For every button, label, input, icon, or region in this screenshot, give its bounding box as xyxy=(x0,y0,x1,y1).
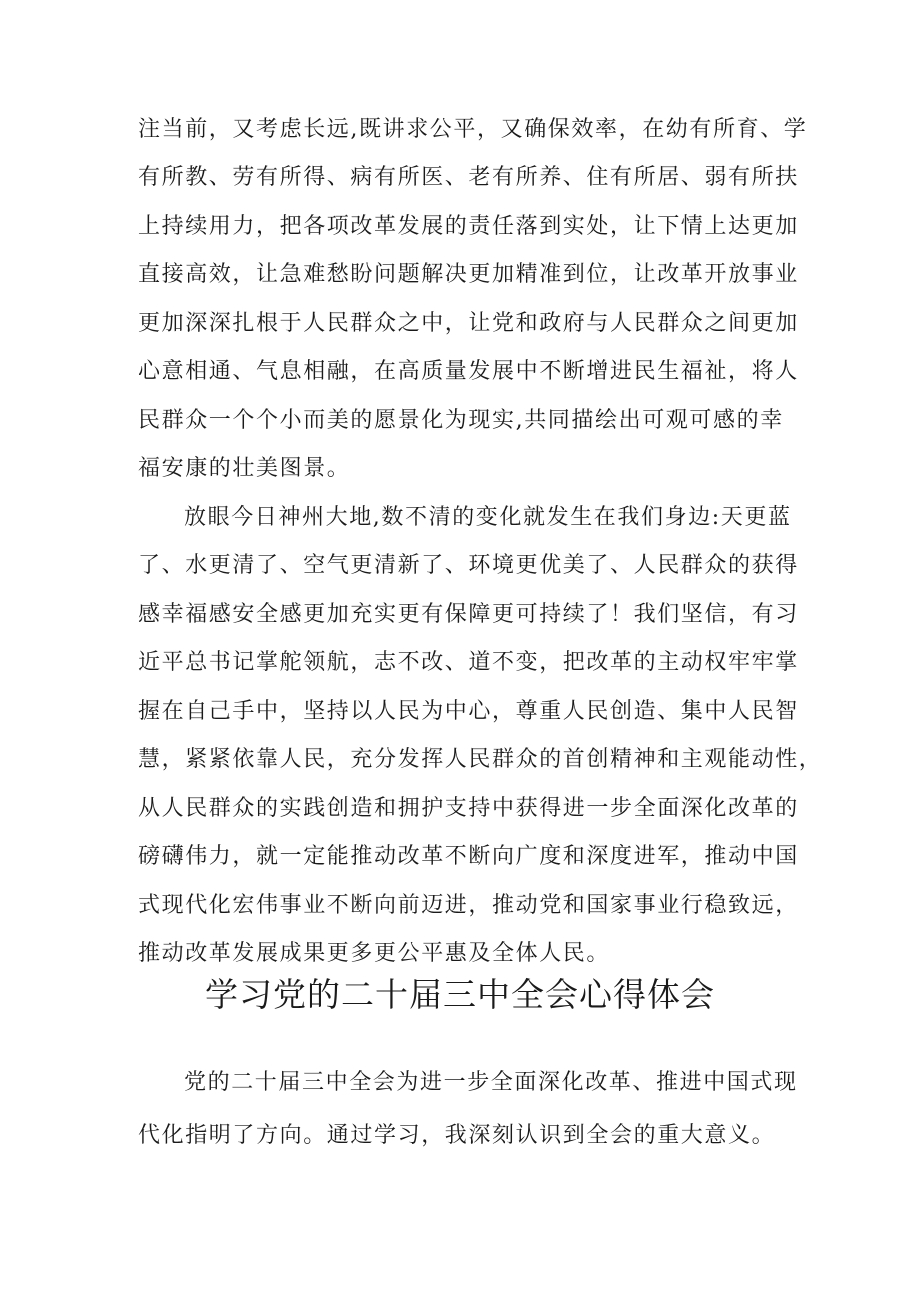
text-line: 了、水更清了、空气更清新了、环境更优美了、人民群众的获得 xyxy=(138,553,799,578)
text-line: 党的二十届三中全会为进一步全面深化改革、推进中国式现 xyxy=(184,1070,798,1095)
text-line: 上持续用力，把各项改革发展的责任落到实处，让下情上达更加 xyxy=(138,214,799,239)
text-line: 代化指明了方向。通过学习，我深刻认识到全会的重大意义。 xyxy=(138,1123,776,1148)
text-line: 放眼今日神州大地,数不清的变化就发生在我们身边:天更蓝 xyxy=(184,505,792,530)
text-line: 磅礴伟力，就一定能推动改革不断向广度和深度进军，推动中国 xyxy=(138,844,799,869)
text-line: 式现代化宏伟事业不断向前迈进，推动党和国家事业行稳致远， xyxy=(138,893,799,918)
text-line: 福安康的壮美图景。 xyxy=(138,456,351,481)
text-line: 从人民群众的实践创造和拥护支持中获得进一步全面深化改革的 xyxy=(138,796,799,821)
text-line: 推动改革发展成果更多更公平惠及全体人民。 xyxy=(138,941,611,966)
text-line: 民群众一个个小而美的愿景化为现实,共同描绘出可观可感的幸 xyxy=(138,408,784,433)
page-title: 学习党的二十届三中全会心得体会 xyxy=(205,975,715,1014)
text-line: 更加深深扎根于人民群众之中，让党和政府与人民群众之间更加 xyxy=(138,311,799,336)
text-line: 握在自己手中，坚持以人民为中心，尊重人民创造、集中人民智 xyxy=(138,699,799,724)
text-line: 慧，紧紧依靠人民，充分发挥人民群众的首创精神和主观能动性， xyxy=(138,747,823,772)
text-line: 心意相通、气息相融，在高质量发展中不断增进民生福祉，将人 xyxy=(138,359,799,384)
text-line: 感幸福感安全感更加充实更有保障更可持续了！我们坚信，有习 xyxy=(138,602,799,627)
text-line: 近平总书记掌舵领航，志不改、道不变，把改革的主动权牢牢掌 xyxy=(138,650,799,675)
text-line: 有所教、劳有所得、病有所医、老有所养、住有所居、弱有所扶 xyxy=(138,165,799,190)
text-line: 直接高效，让急难愁盼问题解决更加精准到位，让改革开放事业 xyxy=(138,262,799,287)
text-line: 注当前，又考虑长远,既讲求公平，又确保效率，在幼有所育、学 xyxy=(138,117,808,142)
